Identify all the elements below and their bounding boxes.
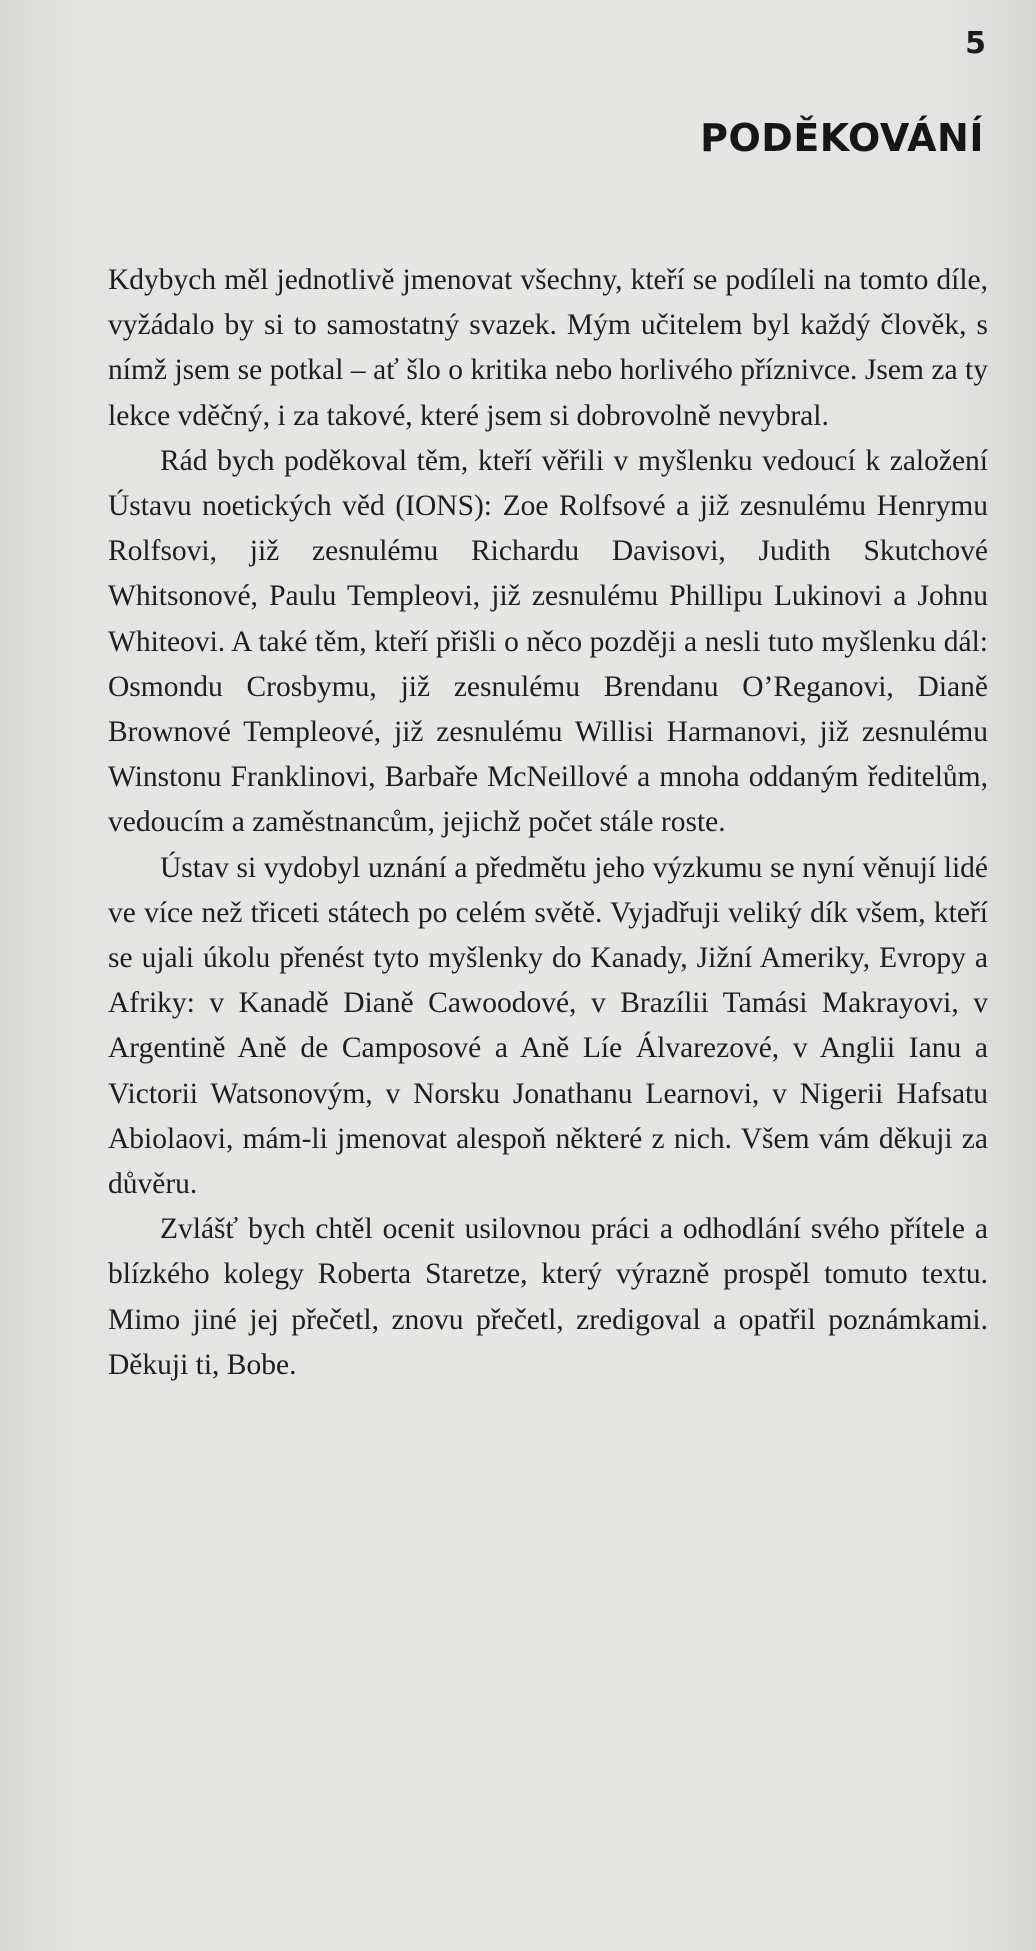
page-number: 5 [965, 26, 986, 61]
paragraph-1: Kdybych měl jednotlivě jmenovat všechny, kteří se podíleli na tomto díle, vyžádalo by si to samostatný svazek. Mým učitelem byl každý člověk, s nímž jsem se potkal – ať šlo o kritika nebo horlivého příznivce. Jsem za ty lekce vděčný, i za takové, které jsem si dobrovolně nevybral. [108, 264, 988, 432]
body-text [108, 258, 988, 1388]
chapter-title: PODĚKOVÁNÍ [700, 116, 984, 160]
paragraph-2: Rád bych poděkoval těm, kteří věřili v myšlenku vedoucí k založení Ústavu noetických věd (IONS): Zoe Rolfsové a již zesnulému Henrymu Rolfsovi, již zesnulému Richardu Davisovi, Judith Skutchové Whitsonové, Paulu Templeovi, již zesnulému Phillipu Lukinovi a Johnu Whiteovi. A také těm, kteří přišli o něco později a nesli tuto myšlenku dál: Osmondu Crosbymu, již zesnulému Brendanu O’Reganovi, Dianě Brownové Templeové, již zesnulému Willisi Harmanovi, již zesnulému Winstonu Franklinovi, Barbaře McNeillové a mnoha oddaným ředitelům, vedoucím a zaměstnancům, jejichž počet stále roste. [108, 444, 988, 839]
paragraph-3: Ústav si vydobyl uznání a předmětu jeho výzkumu se nyní věnují lidé ve více než třiceti státech po celém světě. Vyjadřuji veliký dík všem, kteří se ujali úkolu přenést tyto myšlenky do Kanady, Jižní Ameriky, Evropy a Afriky: v Kanadě Dianě Cawoodové, v Brazílii Tamási Makrayovi, v Argentině Aně de Camposové a Aně Líe Álvarezové, v Anglii Ianu a Victorii Watsonovým, v Norsku Jonathanu Learnovi, v Nigerii Hafsatu Abiolaovi, mám-li jmenovat alespoň některé z nich. Všem vám děkuji za důvěru. [108, 851, 988, 1201]
paragraph-4: Zvlášť bych chtěl ocenit usilovnou práci a odhodlání svého přítele a blízkého kolegy Roberta Staretze, který výrazně prospěl tomuto textu. Mimo jiné jej přečetl, znovu přečetl, zredigoval a opatřil poznámkami. Děkuji ti, Bobe. [108, 1213, 988, 1381]
